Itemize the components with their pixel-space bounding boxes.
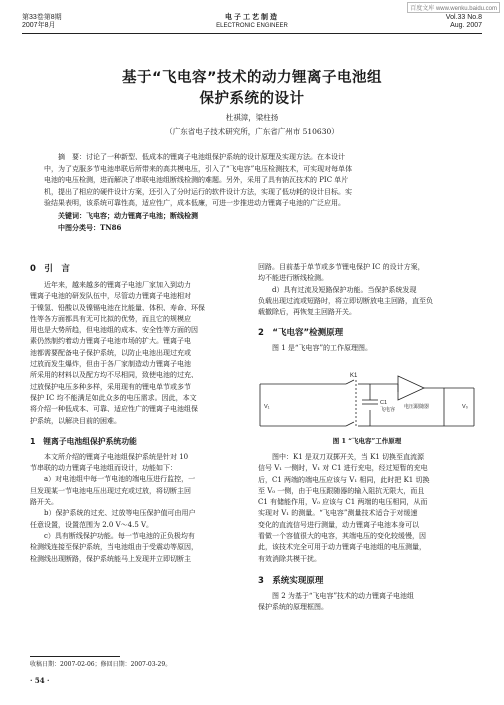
text-line: d）具有过流及短路保护功能。当保护系统发现	[258, 285, 417, 294]
text-line: 护系统，以解决目前的困难。	[30, 416, 121, 425]
intro-text	[30, 280, 246, 427]
section-2-heading: 2 “飞电容”检测原理	[258, 328, 344, 339]
page-number: · 54 ·	[30, 676, 50, 685]
capacitor-caption: 飞电容	[380, 407, 396, 413]
watermark: 百度文库 www.wenku.baidu.com	[407, 2, 500, 13]
text-line: 路开关。	[30, 498, 58, 507]
text-line: a）对电池组中每一节电池的端电压进行监控，一	[30, 475, 196, 484]
left-column	[30, 262, 246, 565]
right-column-lower	[258, 452, 476, 614]
section-0-heading: 0 引 言	[30, 264, 70, 274]
text-line: 看做一个容值很大的电容，其端电压的变化较缓慢，因	[258, 532, 426, 541]
journal-name-en: ELECTRONIC ENGINEER	[216, 23, 288, 29]
keywords: 关键词：飞电容；动力锂离子电池；断线检测	[58, 210, 198, 220]
header-right	[446, 14, 482, 30]
functions-text	[30, 452, 246, 565]
figure-1-circuit	[258, 370, 476, 432]
text-line: 图 2 为基于“飞电容”技术的动力锂离子电池组	[258, 591, 415, 600]
abstract-line: 中，为了克服多节电池串联后所带来的高共模电压，引入了“飞电容”电压检测技术，可实现对每单体	[44, 164, 353, 173]
header-rule	[22, 33, 482, 34]
footnote-rule	[30, 656, 120, 657]
text-line: 检测线出现断路，保护系统能马上发现并立即切断主	[30, 554, 191, 563]
text-line: 变化的直流信号进行测量，动力锂离子电池本身可以	[258, 520, 419, 529]
text-line: 后，C1 两端的端电压应该与 V₁ 相同，此时把 K1 切换	[258, 475, 430, 484]
text-line: 锂离子电池的研发队伍中，尽管动力锂离子电池相对	[30, 292, 191, 301]
right-column	[258, 262, 476, 355]
text-line: 将介绍一种低成本、可靠、适应性广的锂离子电池组保	[30, 405, 198, 414]
text-line: 近年来，越来越多的锂离子电池厂家加入到动力	[30, 281, 191, 289]
text-line: 素仍然制约着动力锂离子电池市场的扩大。锂离子电	[30, 337, 191, 346]
abstract	[44, 152, 464, 233]
abstract-line: 摘 要：讨论了一种新型、低成本的锂离子电池组保护系统的设计原理及实现方法。在本设计	[58, 153, 345, 161]
text-line: 过放保护电压多种多样，采用现有的锂电单节或多节	[30, 382, 191, 391]
switch-label: K1	[350, 373, 358, 379]
text-line: 于镍氢、铅酸以及镍镉电池在比能量、体积、寿命、环保	[30, 303, 205, 312]
text-line: 旦发现某一节电池电压出现过充或过放，将切断主回	[30, 486, 191, 495]
header-volume: 第33卷第8期	[22, 14, 62, 21]
input-voltage-label: V₁	[264, 404, 270, 410]
header-date-en: Aug. 2007	[450, 22, 482, 29]
abstract-line: 电池的电压检测，进而解决了串联电池组断线检测的难题。另外，采用了具有钠瓦技术的 PIC 单片	[44, 176, 349, 185]
text-line: 有效消除共模干扰。	[258, 554, 321, 563]
output-voltage-label: V₀	[462, 404, 468, 410]
text-line: C1 有储能作用，V₀ 应该与 C1 两端的电压相同，从而	[258, 498, 428, 507]
paper-title-line2: 保护系统的设计	[199, 91, 305, 107]
text-line: 性等各方面都具有无可比拟的优势，而且它的规模应	[30, 314, 191, 323]
text-line: c）具有断线保护功能。每一节电池的正负极均有	[30, 531, 195, 540]
text-line: 保护系统的原理框图。	[258, 603, 328, 612]
abstract-line: 验结果表明，该系统可靠性高，适应性广，成本低廉，可进一步推进动力锂离子电池的广泛应用。	[44, 199, 345, 208]
text-line: 所采用的材料以及配方均不尽相同，致使电池的过充、	[30, 371, 198, 380]
text-line: 均不能进行断线检测。	[258, 274, 328, 283]
text-line: 至 V₀ 一侧，由于电压跟随器的输入阻抗无限大，而且	[258, 486, 425, 495]
text-line: 过放而发生爆炸，但由于各厂家制造动力锂离子电池	[30, 360, 191, 369]
text-line: 负载出现过流或短路时，将立即切断放电主回路，直至负	[258, 296, 433, 305]
text-line: 检测线连接至保护系统，当电池组由于受震动等原因，	[30, 543, 198, 552]
text-line: 节串联的动力锂离子电池组而设计，功能如下：	[30, 464, 177, 473]
section-3-heading: 3 系统实现原理	[258, 575, 324, 586]
text-line: 载撤除后，再恢复主回路开关。	[258, 308, 356, 317]
text-line: 用也是大势所趋，但电池组的成本、安全性等方面的因	[30, 326, 198, 335]
text-line: 任意设置，设置范围为 2.0 V～4.5 V。	[30, 520, 154, 529]
figure-1-explanation	[258, 452, 476, 565]
paper-title-line1: 基于“飞电容”技术的动力锂离子电池组	[121, 70, 383, 86]
section-1-heading: 1 锂离子电池组保护系统功能	[30, 436, 137, 446]
classification-number: 中图分类号：TN86	[58, 222, 122, 232]
header-volume-en: Vol.33 No.8	[445, 14, 482, 21]
functions-continued	[258, 262, 476, 318]
authors: 杜祺漳，梁柱扬	[225, 113, 279, 122]
affiliation: （广东省电子技术研究所，广东省广州市 510630）	[165, 127, 339, 136]
abstract-line: 机，提出了相应的硬件设计方案，还引入了分时运行的软件设计方法，实现了低功耗的设计目标。实	[44, 187, 352, 196]
text-line: 信号 V₁ 一侧时，V₁ 对 C1 进行充电，经过短暂的充电	[258, 464, 428, 473]
journal-name-cn: 电子工艺制造	[225, 14, 279, 21]
text-line: 池都需要配备电子保护系统，以防止电池出现过充或	[30, 348, 191, 357]
text-line: b）保护系统的过充、过放等电压保护值可由用户	[30, 509, 196, 518]
text-line: 图中：K1 是双刀双掷开关，当 K1 切换至直流源	[258, 453, 425, 461]
header-center	[0, 14, 504, 30]
capacitor-label: C1	[380, 400, 388, 406]
text-line: 此，该技术完全可用于动力锂离子电池组的电压测量，	[258, 543, 426, 552]
follower-label: 电压跟随器	[404, 404, 430, 410]
header-date: 2007年8月	[22, 22, 56, 29]
text-line: 保护 IC 均不能满足如此众多的电压需求。因此，本文	[30, 393, 197, 402]
figure-1-caption: 图 1 “飞电容”工作原理	[332, 437, 402, 445]
section-2-text: 图 1 是“飞电容”的工作原理图。	[258, 344, 373, 353]
text-line: 实现对 V₁ 的测量。“飞电容”测量技术适合于对缓速	[258, 509, 418, 518]
text-line: 本文所介绍的锂离子电池组保护系统是针对 10	[30, 452, 189, 461]
text-line: 回路。目前基于单节或多节锂电保护 IC 的设计方案，	[258, 263, 425, 271]
section-3-text	[258, 591, 476, 614]
received-date: 收稿日期：2007-02-06；修回日期：2007-03-29。	[30, 661, 172, 668]
